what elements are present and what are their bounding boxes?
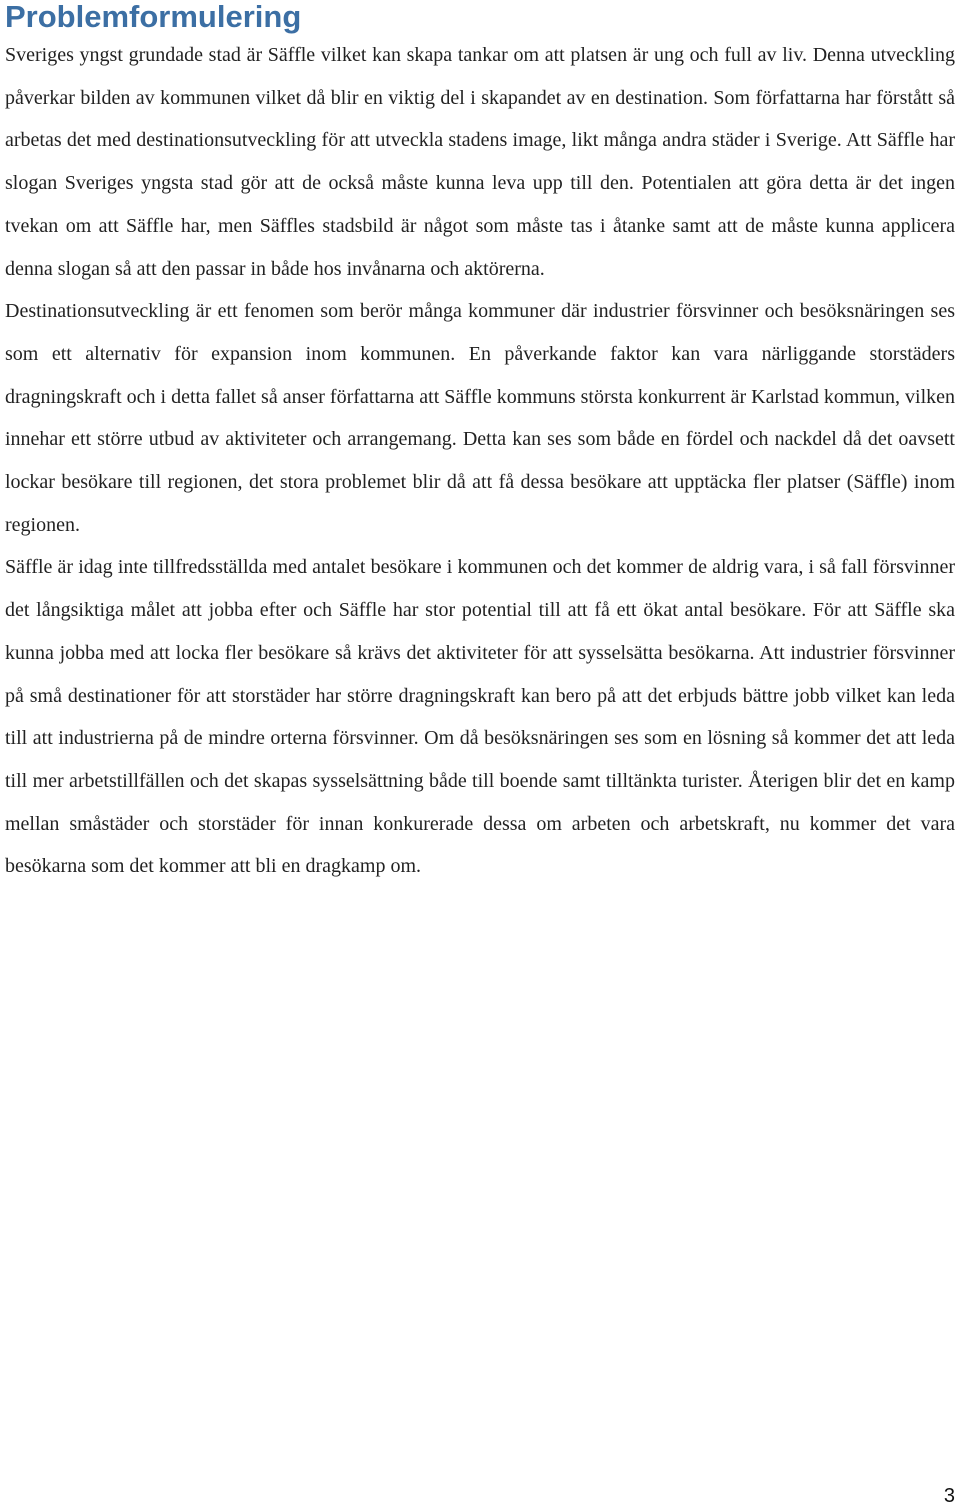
section-heading: Problemformulering [5, 0, 302, 34]
paragraph-3: Säffle är idag inte tillfredsställda med antalet besökare i kommunen och det kommer de aldrig vara, i så fall försvinner det långsiktiga målet att jobba efter och Säffle har stor potential till att få ett ökat antal besökare. För att Säffle ska kunna jobba med att locka fler besökare så krävs det aktiviteter för att sysselsätta besökarna. Att industrier försvinner på små destinationer för att storstäder har större dragningskraft kan bero på att det erbjuds bättre jobb vilket kan leda till att industrierna på de mindre orterna försvinner. Om då besöksnäringen ses som en lösning så kommer det att leda till mer arbetstillfällen och det skapas sysselsättning både till boende samt tilltänkta turister. Återigen blir det en kamp mellan småstäder och storstäder för innan konkurerade dessa om arbeten och arbetskraft, nu kommer det vara besökarna som det kommer att bli en dragkamp om. [5, 556, 955, 878]
body-text [5, 34, 955, 888]
paragraph-1: Sveriges yngst grundade stad är Säffle vilket kan skapa tankar om att platsen är ung och full av liv. Denna utveckling påverkar bilden av kommunen vilket då blir en viktig del i skapandet av en destination. Som författarna har förstått så arbetas det med destinationsutveckling för att utveckla stadens image, likt många andra städer i Sverige. Att Säffle har slogan Sveriges yngsta stad gör att de också måste kunna leva upp till den. Potentialen att göra detta är det ingen tvekan om att Säffle har, men Säffles stadsbild är något som måste tas i åtanke samt att de måste kunna applicera denna slogan så att den passar in både hos invånarna och aktörerna. [5, 44, 955, 280]
page-number: 3 [943, 1485, 955, 1507]
paragraph-2: Destinationsutveckling är ett fenomen som berör många kommuner där industrier försvinner och besöksnäringen ses som ett alternativ för expansion inom kommunen. En påverkande faktor kan vara närliggande storstäders dragningskraft och i detta fallet så anser författarna att Säffle kommuns största konkurrent är Karlstad kommun, vilken innehar ett större utbud av aktiviteter och arrangemang. Detta kan ses som både en fördel och nackdel då det oavsett lockar besökare till regionen, det stora problemet blir då att få dessa besökare att upptäcka fler platser (Säffle) inom regionen. [5, 300, 955, 536]
